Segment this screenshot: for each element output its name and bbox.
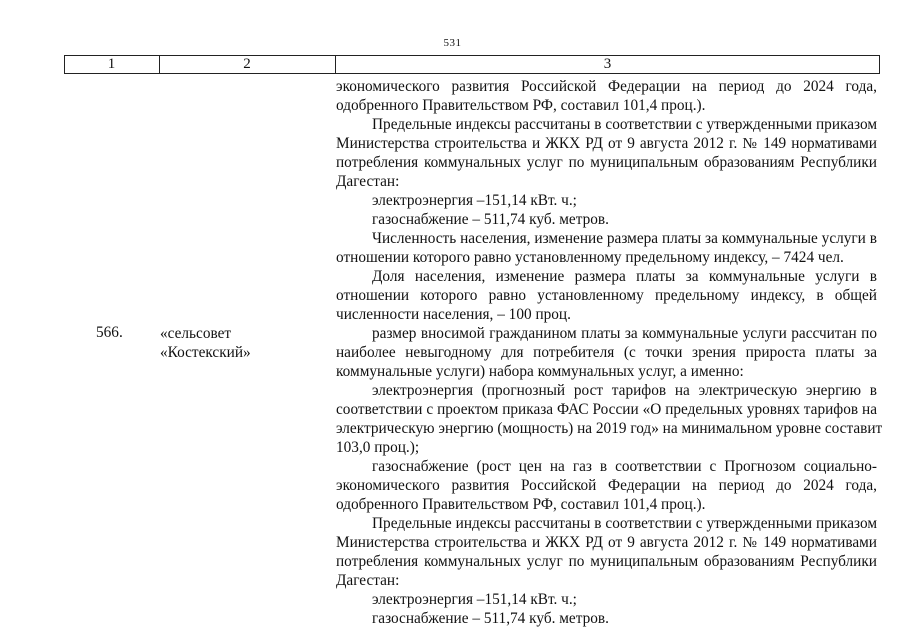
text-line: коммунальные услуги) набора коммунальных услуг, а именно: [336, 363, 744, 380]
text-line: газоснабжение (рост цен на газ в соответствии с Прогнозом социально- [372, 458, 877, 475]
header-col-2: 2 [243, 56, 251, 72]
text-line: отношении которого равно установленному предельному индексу, – 7424 чел. [336, 249, 844, 266]
row-number: 566. [96, 324, 123, 341]
text-line: Доля населения, изменение размера платы за коммунальные услуги в [372, 268, 877, 285]
text-line: одобренного Правительством РФ, составил 101,4 проц.). [336, 496, 706, 513]
text-line: Предельные индексы рассчитаны в соответствии с утвержденными приказом [372, 515, 877, 532]
page-number: 531 [443, 37, 462, 49]
text-line: Численность населения, изменение размера платы за коммунальные услуги в [372, 230, 877, 247]
text-line: Дагестан: [336, 173, 400, 190]
text-line: газоснабжение – 511,74 куб. метров. [372, 610, 609, 627]
table-header [64, 55, 880, 74]
text-line: наиболее невыгодному для потребителя (с точки зрения прироста платы за [336, 344, 877, 361]
text-line: 103,0 проц.); [336, 439, 420, 456]
row-name-line: «сельсовет [160, 325, 232, 342]
text-line: электроэнергия –151,14 кВт. ч.; [372, 591, 577, 608]
text-line: электроэнергия (прогнозный рост тарифов на электрическую энергию в [372, 382, 877, 399]
text-line: газоснабжение – 511,74 куб. метров. [372, 211, 609, 228]
row-name-line: «Костекский» [160, 344, 251, 362]
header-col-1: 1 [107, 56, 116, 72]
text-line: электрическую энергию (мощность) на 2019 год» на минимальном уровне составит [336, 420, 883, 437]
text-line: одобренного Правительством РФ, составил 101,4 проц.). [336, 97, 706, 114]
text-line: Министерства строительства и ЖКХ РД от 9 августа 2012 г. № 149 нормативами [336, 135, 877, 152]
text-line: потребления коммунальных услуг по муниципальным образованиям Республики [336, 553, 877, 570]
divider [879, 55, 880, 73]
row-name [160, 324, 251, 363]
text-line: численности населения, – 100 проц. [336, 306, 571, 323]
text-line: соответствии с проектом приказа ФАС России «О предельных уровнях тарифов на [336, 401, 877, 418]
header-col-3: 3 [603, 56, 612, 72]
text-line: электроэнергия –151,14 кВт. ч.; [372, 192, 577, 209]
text-line: потребления коммунальных услуг по муниципальным образованиям Республики [336, 154, 877, 171]
text-line: экономического развития Российской Федерации на период до 2024 года, [336, 477, 877, 494]
text-line: Дагестан: [336, 572, 400, 589]
text-line: отношении которого равно установленному предельному индексу, в общей [336, 287, 877, 304]
text-line: Министерства строительства и ЖКХ РД от 9 августа 2012 г. № 149 нормативами [336, 534, 877, 551]
text-line: размер вносимой гражданином платы за коммунальные услуги рассчитан по [372, 325, 877, 342]
text-line: Предельные индексы рассчитаны в соответствии с утвержденными приказом [372, 116, 877, 133]
text-line: экономического развития Российской Федерации на период до 2024 года, [336, 78, 877, 95]
